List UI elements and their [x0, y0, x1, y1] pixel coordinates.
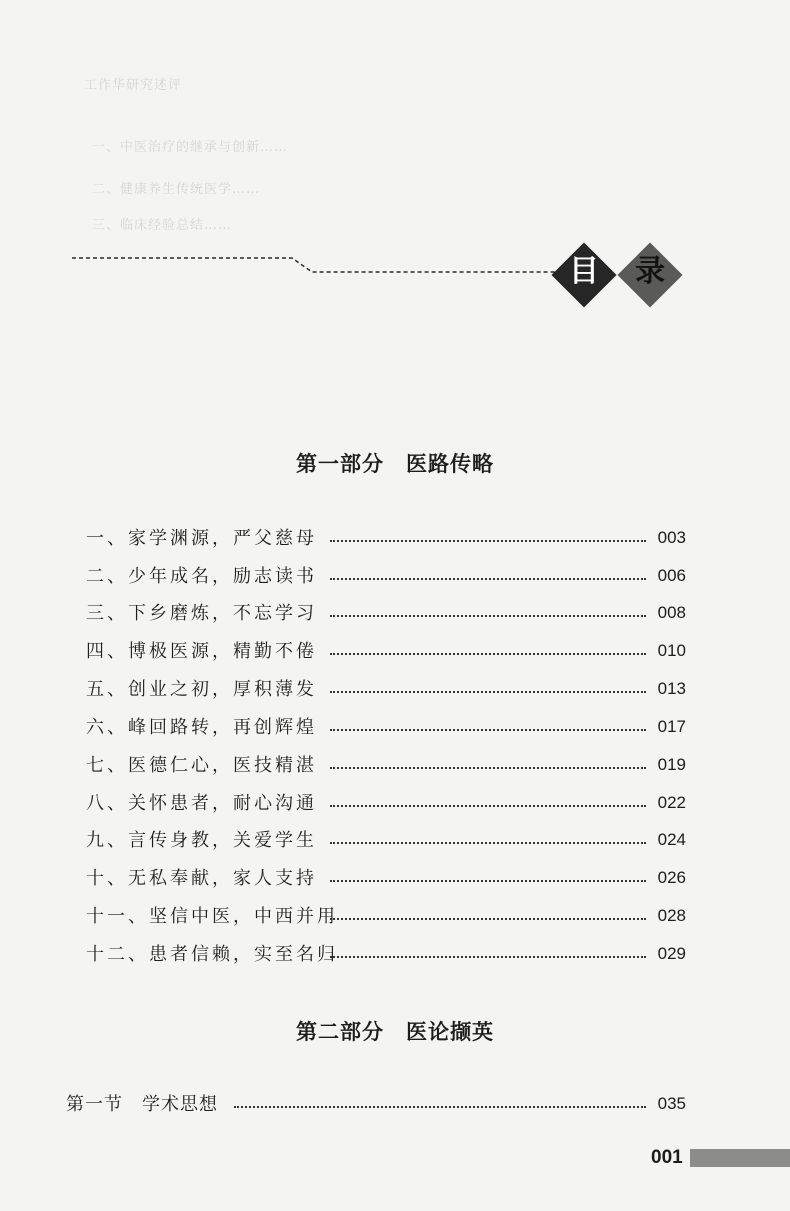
toc-entry-label: 十一、坚信中医，中西并用: [86, 906, 338, 927]
leader-dots: [330, 767, 646, 769]
toc-entry-page: 019: [657, 755, 686, 774]
toc-entry-label: 三、下乡磨炼，不忘学习: [86, 603, 317, 624]
toc-entry-page: 008: [657, 603, 686, 622]
toc-entry-page: 026: [657, 868, 686, 887]
leader-dots: [330, 615, 646, 617]
toc-entry-page: 003: [657, 528, 686, 547]
toc-entry-page: 013: [657, 679, 686, 698]
bleed-through-text: 一、中医治疗的继承与创新……: [92, 140, 289, 155]
toc-entry-label: 十二、患者信赖，实至名归: [86, 944, 338, 965]
toc-entry[interactable]: [86, 599, 686, 627]
toc-entry-page: 029: [657, 944, 686, 963]
toc-entry-label: 第一节 学术思想: [66, 1094, 218, 1115]
leader-dots: [330, 653, 646, 655]
toc-entry[interactable]: [66, 1090, 686, 1118]
leader-dots: [330, 691, 646, 693]
toc-entry-page: 010: [657, 641, 686, 660]
contents-mark-mu: 目: [569, 254, 599, 289]
leader-dots: [330, 842, 646, 844]
toc-entry[interactable]: [86, 826, 686, 854]
toc-entry-label: 七、医德仁心，医技精湛: [86, 755, 317, 776]
leader-dots: [330, 540, 646, 542]
leader-dots: [330, 956, 646, 958]
toc-entry-label: 九、言传身教，关爱学生: [86, 830, 317, 851]
page-number: 001: [651, 1147, 683, 1168]
toc-entry[interactable]: [86, 713, 686, 741]
toc-entry[interactable]: [86, 751, 686, 779]
toc-entry-label: 六、峰回路转，再创辉煌: [86, 717, 317, 738]
part-two-title: 第二部分 医论撷英: [296, 1020, 494, 1044]
toc-entry[interactable]: [86, 524, 686, 552]
toc-entry[interactable]: [86, 864, 686, 892]
toc-entry-page: 022: [657, 793, 686, 812]
contents-mark-lu: 录: [635, 254, 665, 289]
toc-entry[interactable]: [86, 789, 686, 817]
toc-entry-label: 一、家学渊源，严父慈母: [86, 528, 317, 549]
bleed-through-text: 工作华研究述评: [84, 78, 183, 93]
toc-entry-page: 017: [657, 717, 686, 736]
toc-entry-page: 024: [657, 830, 686, 849]
toc-entry[interactable]: [86, 940, 686, 968]
toc-entry-label: 十、无私奉献，家人支持: [86, 868, 317, 889]
toc-entry-page: 006: [657, 566, 686, 585]
toc-entry[interactable]: [86, 562, 686, 590]
folio-tab-bar: [690, 1149, 790, 1167]
bleed-through-text: 三、临床经验总结……: [92, 218, 233, 233]
toc-entry-label: 五、创业之初，厚积薄发: [86, 679, 317, 700]
toc-entry-page: 028: [657, 906, 686, 925]
part-one-title: 第一部分 医路传略: [296, 452, 494, 476]
toc-entry-label: 四、博极医源，精勤不倦: [86, 641, 317, 662]
leader-dots: [234, 1106, 646, 1108]
toc-entry[interactable]: [86, 637, 686, 665]
toc-entry-page: 035: [657, 1094, 686, 1113]
toc-entry[interactable]: [86, 902, 686, 930]
toc-entry[interactable]: [86, 675, 686, 703]
leader-dots: [330, 578, 646, 580]
leader-dots: [330, 805, 646, 807]
leader-dots: [330, 729, 646, 731]
bleed-through-text: 二、健康养生传统医学……: [92, 182, 261, 197]
leader-dots: [330, 918, 646, 920]
toc-entry-label: 二、少年成名，励志读书: [86, 566, 317, 587]
toc-entry-label: 八、关怀患者，耐心沟通: [86, 793, 317, 814]
leader-dots: [330, 880, 646, 882]
